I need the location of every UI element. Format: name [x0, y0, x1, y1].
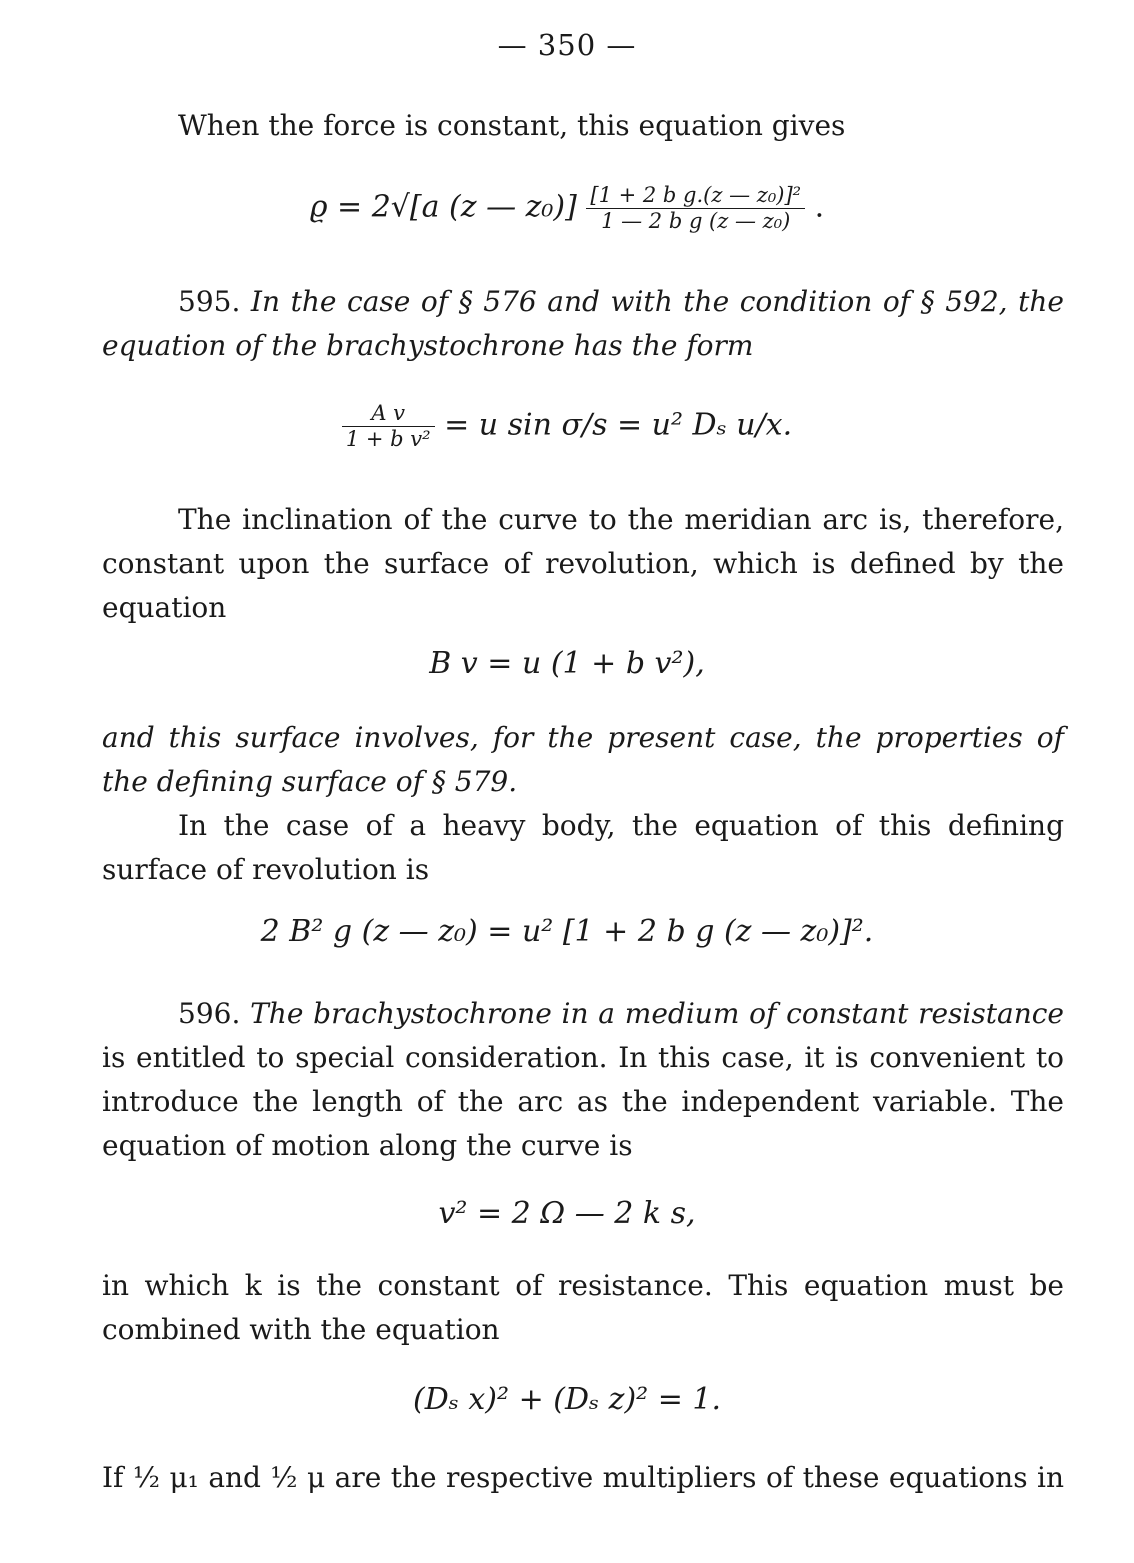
paragraph-596-text: is entitled to special consideration. In this case, it is convenient to introduce the length of the arc as the independent variable. The equation of motion along the curve is	[102, 1041, 1064, 1162]
equation-av-fraction	[342, 402, 435, 451]
paragraph-multipliers: If ½ μ₁ and ½ μ are the respective multipliers of these equations in	[102, 1461, 1064, 1494]
paragraph-595-text: In the case of § 576 and with the condition of § 592, the equation of the brachystochrone has the form	[102, 285, 1064, 362]
equation-brachystochrone-form	[0, 402, 1134, 451]
section-number-595: 595.	[178, 285, 241, 318]
paragraph-force-constant: When the force is constant, this equation gives	[178, 109, 846, 142]
paragraph-inclination: The inclination of the curve to the meridian arc is, therefore, constant upon the surface of revolution, which is defined by the equation	[102, 503, 1064, 624]
equation-motion: v² = 2 Ω — 2 k s,	[438, 1196, 696, 1231]
equation-rho	[0, 184, 1134, 233]
paragraph-heavy-body: In the case of a heavy body, the equation of this defining surface of revolution is	[102, 809, 1064, 886]
section-number-596: 596.	[178, 997, 241, 1030]
paragraph-surface-properties: and this surface involves, for the present case, the properties of the defining surface of § 579.	[102, 721, 1064, 798]
equation-rho-denominator: 1 — 2 b g (z — z₀)	[601, 209, 791, 234]
equation-rho-lhs: ϱ = 2√[a (z — z₀)]	[309, 189, 577, 225]
equation-rho-numerator: [1 + 2 b g.(z — z₀)]²	[586, 184, 805, 209]
equation-rho-fraction	[586, 184, 805, 233]
paragraph-596-italic: The brachystochrone in a medium of constant resistance	[250, 997, 1064, 1030]
equation-surface-bv: B v = u (1 + b v²),	[429, 646, 705, 681]
equation-av-numerator: A v	[342, 402, 435, 427]
paragraph-resistance: in which k is the constant of resistance. This equation must be combined with the equation	[102, 1269, 1064, 1346]
paragraph-596	[102, 992, 1064, 1168]
paragraph-595	[102, 280, 1064, 368]
equation-unit-tangent: (Dₛ x)² + (Dₛ z)² = 1.	[412, 1382, 722, 1417]
equation-heavy-surface: 2 B² g (z — z₀) = u² [1 + 2 b g (z — z₀)]².	[260, 914, 874, 949]
equation-av-denominator: 1 + b v²	[345, 427, 431, 452]
equation-av-rest: = u sin σ/s = u² Dₛ u/x.	[444, 407, 793, 443]
page-number: — 350 —	[497, 28, 637, 62]
equation-rho-tail: .	[814, 189, 825, 225]
